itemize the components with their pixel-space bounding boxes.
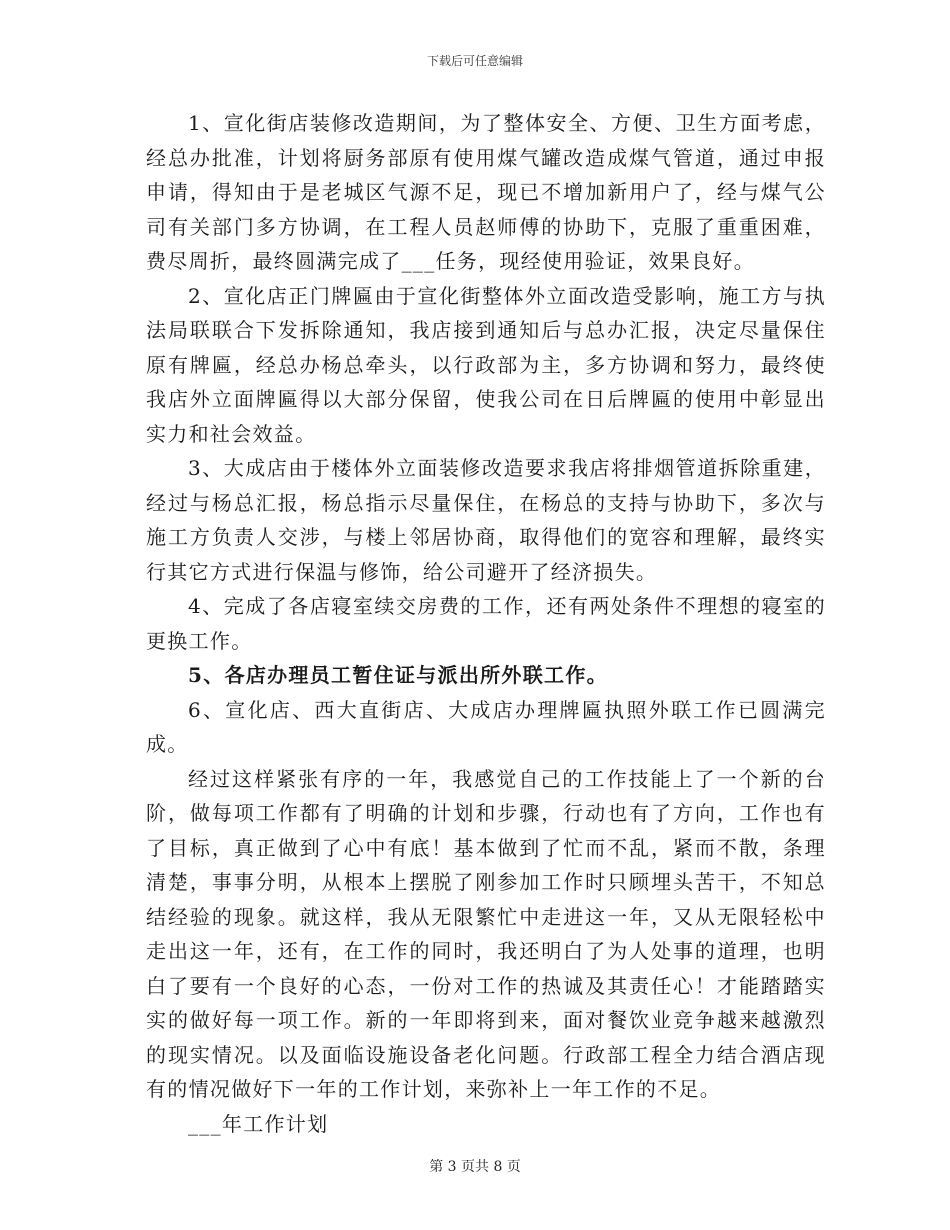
paragraph-5: 5、各店办理员工暂住证与派出所外联工作。 — [188, 663, 608, 687]
paragraph-4: 4、完成了各店寝室续交房费的工作，还有两处条件不理想的寝室的更换工作。 — [146, 594, 826, 653]
summary-paragraph: 经过这样紧张有序的一年，我感觉自己的工作技能上了一个新的台阶，做每项工作都有了明确的计划和步骤，行动也有了方向，工作也有了目标，真正做到了心中有底！基本做到了忙而不乱，紧而不散，条理清楚，事事分明，从根本上摆脱了刚参加工作时只顾埋头苦干，不知总结经验的现象。就这样，我从无限繁忙中走进这一年，又从无限轻松中走出这一年，还有，在工作的同时，我还明白了为人处事的道理，也明白了要有一个良好的心态，一份对工作的热诚及其责任心！才能踏踏实实的做好每一项工作。新的一年即将到来，面对餐饮业竞争越来越激烈的现实情况。以及面临设施设备老化问题。行政部工程全力结合酒店现有的情况做好下一年的工作计划，来弥补上一年工作的不足。 — [146, 766, 826, 1101]
paragraph-1: 1、宣化街店装修改造期间，为了整体安全、方便、卫生方面考虑，经总办批准，计划将厨务部原有使用煤气罐改造成煤气管道，通过申报申请，得知由于是老城区气源不足，现已不增加新用户了，经与煤气公司有关部门多方协调，在工程人员赵师傅的协助下，克服了重重困难，费尽周折，最终圆满完成了___任务，现经使用验证，效果良好。 — [146, 111, 826, 273]
page-header: 下载后可任意编辑 — [426, 54, 523, 68]
section-heading: ___年工作计划 — [188, 1111, 329, 1136]
paragraph-2: 2、宣化店正门牌匾由于宣化街整体外立面改造受影响，施工方与执法局联联合下发拆除通知，我店接到通知后与总办汇报，决定尽量保住原有牌匾，经总办杨总牵头，以行政部为主，多方协调和努力，最终使我店外立面牌匾得以大部分保留，使我公司在日后牌匾的使用中彰显出实力和社会效益。 — [146, 283, 826, 446]
document-body — [146, 106, 826, 1141]
paragraph-6: 6、宣化店、西大直街店、大成店办理牌匾执照外联工作已圆满完成。 — [146, 697, 826, 756]
page-number: 第 3 页共 8 页 — [429, 1159, 521, 1175]
paragraph-3: 3、大成店由于楼体外立面装修改造要求我店将排烟管道拆除重建，经过与杨总汇报，杨总指示尽量保住，在杨总的支持与协助下，多次与施工方负责人交涉，与楼上邻居协商，取得他们的宽容和理解，最终实行其它方式进行保温与修饰，给公司避开了经济损失。 — [146, 456, 826, 584]
